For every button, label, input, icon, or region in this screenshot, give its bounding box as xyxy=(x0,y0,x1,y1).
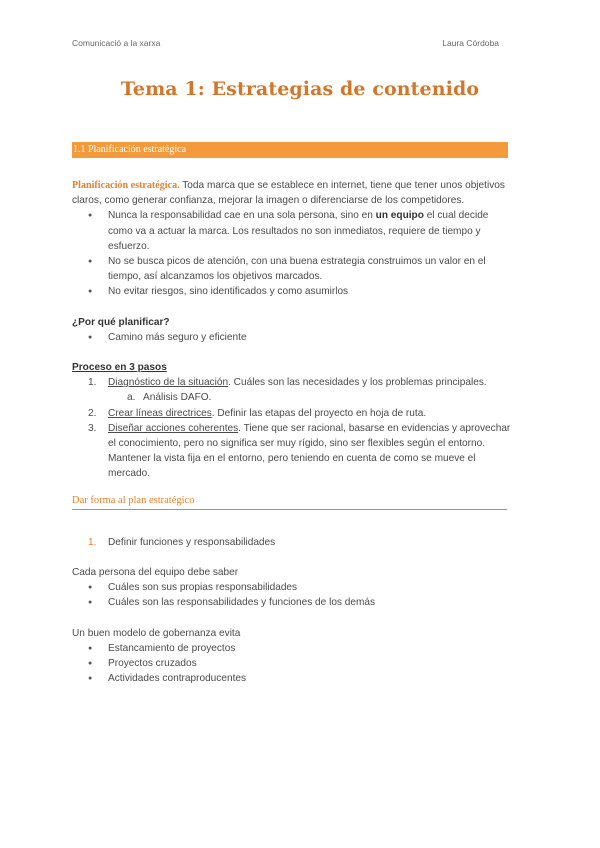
list-item: ● No evitar riesgos, sino identificados y como asumirlos xyxy=(72,284,512,299)
list-item: ● Cuáles son las responsabilidades y funciones de los demás xyxy=(72,595,512,610)
intro-paragraph xyxy=(72,178,512,208)
list-item xyxy=(72,375,512,390)
header-course: Comunicació a la xarxa xyxy=(72,38,161,48)
bullet-text: el cual decide como va a actuar la marca. Los resultados no son inmediatos, requiere de tiempo y esfuerzo. xyxy=(108,210,489,252)
plan-item-text: Definir funciones y responsabilidades xyxy=(108,536,276,548)
team-list xyxy=(72,580,512,610)
step-title: Diagnóstico de la situación xyxy=(108,377,229,389)
sub-list-marker: a. xyxy=(127,392,136,404)
list-item xyxy=(72,406,512,421)
list-number: 2. xyxy=(88,407,97,419)
process-list xyxy=(72,375,512,481)
section-heading-2: Dar forma al plan estratégico xyxy=(72,493,507,510)
bullet-bold: un equipo xyxy=(375,210,424,222)
list-number: 3. xyxy=(88,422,97,434)
team-intro: Cada persona del equipo debe saber xyxy=(72,567,239,579)
governance-list xyxy=(72,641,512,687)
sub-item-text: Análisis DAFO. xyxy=(143,392,212,404)
governance-intro: Un buen modelo de gobernanza evita xyxy=(72,627,241,639)
step-text: . Tiene que ser racional, basarse en evidencias y aprovechar el conocimiento, pero no significa ser muy rígido, sino ser flexibles según el entorno. Mantener la vista fija en el entorno, pero teniendo en cuenta de como se mueve el mercado. xyxy=(108,422,511,480)
list-item: ● No se busca picos de atención, con una buena estrategia construimos un valor en el tiempo, así alcanzamos los objetivos marcados. xyxy=(72,254,512,284)
bullet-text: Nunca la responsabilidad cae en una sola persona, sino en xyxy=(108,210,376,222)
intro-lead: Planificación estratégica. xyxy=(72,180,180,191)
sub-list-item xyxy=(72,390,512,405)
step-title: Diseñar acciones coherentes xyxy=(108,422,239,434)
list-item: ● Actividades contraproducentes xyxy=(72,671,512,686)
intro-text: Toda marca que se establece en internet, tiene que tener unos objetivos claros, como generar confianza, mejorar la imagen o diferenciarse de los competidores. xyxy=(72,180,505,207)
list-item xyxy=(72,421,512,482)
section-heading-1: 1.1 Planificación estratégica xyxy=(72,142,508,158)
list-item: ● Camino más seguro y eficiente xyxy=(72,330,512,345)
step-text: . Cuáles son las necesidades y los problemas principales. xyxy=(228,377,487,389)
list-number: 1. xyxy=(88,536,97,548)
header-author: Laura Córdoba xyxy=(442,38,499,48)
list-item: ● Estancamiento de proyectos xyxy=(72,641,512,656)
list-item xyxy=(72,535,512,550)
step-text: . Definir las etapas del proyecto en hoja de ruta. xyxy=(211,407,427,419)
why-heading: ¿Por qué planificar? xyxy=(72,316,170,328)
plan-list xyxy=(72,535,512,550)
process-heading: Proceso en 3 pasos xyxy=(72,362,167,374)
list-number: 1. xyxy=(88,377,97,389)
list-item: ● Cuáles son sus propias responsabilidades xyxy=(72,580,512,595)
page-title: Tema 1: Estrategias de contenido xyxy=(120,78,480,100)
bullet-list-1 xyxy=(72,208,512,299)
list-item xyxy=(72,208,512,254)
why-list xyxy=(72,330,512,345)
list-item: ● Proyectos cruzados xyxy=(72,656,512,671)
step-title: Crear líneas directrices xyxy=(108,407,212,419)
document-body xyxy=(72,178,512,686)
